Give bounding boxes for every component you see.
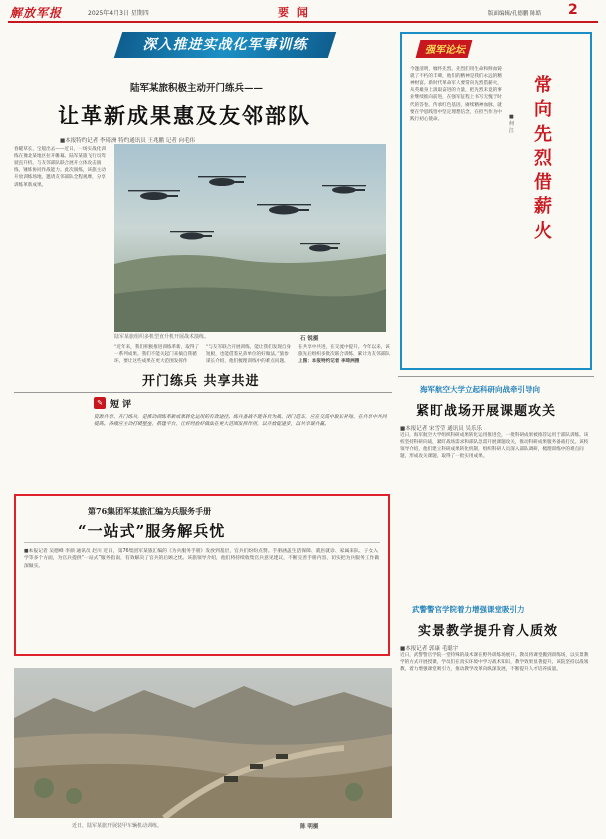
commentary-label: 短 评 bbox=[110, 400, 132, 410]
navy-story-byline: ■本报记者 宋雪莹 通讯员 吴乐乐 bbox=[400, 426, 482, 432]
right-column-rule bbox=[398, 376, 594, 377]
forum-headline[interactable]: 常向先烈借薪火 bbox=[534, 75, 552, 242]
vehicle-photo-image bbox=[14, 668, 392, 818]
main-story-kicker: 陆军某旅积极主动开门练兵—— bbox=[130, 83, 264, 94]
main-photo-caption: 陆军某旅组织多机型直升机开展战术演练。 bbox=[114, 334, 210, 340]
main-story-column-1b bbox=[14, 346, 108, 364]
commentary-rule bbox=[14, 392, 392, 393]
main-photo-credit: 石 锐摄 bbox=[300, 336, 319, 342]
main-story-column-4: 在共享中共进，在交流中提升。今年以来，该旅先后组织多批次联合训练，累计为友邻部队 bbox=[298, 345, 390, 358]
commentary-text: 资源共享、开门练兵，是推动训练革新成果转化运用的有效途径。练兵备战不能各自为战、闭门造车，应在交流中取长补短、在共享中共同提高。各级应主动打破壁垒，搭建平台，让好经验好做法在更大范围发挥作用，以开放促进步，以共享谋共赢。 bbox=[94, 415, 387, 428]
service-story-kicker: 第76集团军某旅汇编为兵服务手册 bbox=[88, 506, 212, 516]
page-number: 2 bbox=[568, 2, 578, 18]
main-story-byline: ■本报特约记者 李琦洲 特约通讯员 王兆鹏 记者 向毛伟 bbox=[60, 138, 195, 144]
police-story-kicker: 武警警官学院着力增强课堂吸引力 bbox=[412, 605, 525, 614]
police-story-headline[interactable]: 实景教学提升育人质效 bbox=[418, 624, 559, 639]
service-story-headline[interactable]: “一站式”服务解兵忧 bbox=[78, 522, 226, 540]
masthead-rule bbox=[8, 21, 598, 23]
commentary-label-icon: ✎ bbox=[94, 397, 106, 409]
newspaper-logo: 解放军报 bbox=[10, 6, 63, 20]
page-editors: 版面编辑/孔德鹏 陈皓 bbox=[488, 11, 542, 17]
forum-text: 今逢清明，缅怀先烈。先烈们用生命和鲜血铸就了不朽的丰碑，他们的精神是我们永远的精神财富。新时代革命军人要常向先烈借薪火，从英雄身上汲取奋进的力量，把先烈未竟的事业继续推向前进，在强军征程上书写无愧于时代的答卷。传承红色基因，赓续精神血脉，就要在学思践悟中坚定理想信念，在担当作为中践行初心使命。 bbox=[410, 67, 502, 122]
service-story-text: ■本报记者 吴德峰 李颜 通讯员 赵川 近日，第76集团军某旅汇编的《为兵服务手册》发放到基层，官兵们纷纷点赞。手册涵盖生活保障、就医就诊、家属来队、子女入学等多个方面，为官兵提供“一站式”服务指南，有效解决了官兵的后顾之忧。该旅领导介绍，他们将持续收集官兵意见建议，不断完善手册内容，切实把为兵服务工作做深做实。 bbox=[24, 549, 380, 569]
helicopter-photo-image bbox=[114, 144, 386, 332]
main-story-column-4-end: 上图：本报特约记者 李琦洲摄 bbox=[298, 359, 360, 364]
vehicle-photo bbox=[14, 668, 392, 818]
commentary-headline[interactable]: 开门练兵 共享共进 bbox=[142, 374, 260, 389]
forum-author: ■何 江 bbox=[509, 114, 515, 134]
main-story-column-3: “与友军联合开展训练，能让我们发现自身短板，也能借鉴兄弟单位的好做法。”旅参谋长介绍，他们梳理训练中的难点问题， bbox=[206, 345, 292, 364]
navy-story-headline[interactable]: 紧盯战场开展课题攻关 bbox=[416, 404, 557, 419]
issue-date: 2025年4月3日 星期四 bbox=[88, 10, 149, 17]
main-story-column-1: 春暖草长，宝船出去——近日，一场实战化训练在豫北某地区拉开帷幕。陆军某旅飞行员驾驶直升机，与友邻部队联合展开立体攻击演练，锤炼协同作战能力。此次演练，该旅主动开放训练场地，邀请友邻部队全程观摩，分享训练革新成果。 bbox=[14, 147, 106, 188]
forum-tag: 强军论坛 bbox=[425, 45, 465, 56]
navy-story-kicker: 海军航空大学立起科研向战牵引导向 bbox=[420, 385, 540, 394]
police-story-text: 近日，武警警官学院一堂特殊的战术课在野外训练场展开。教员将课堂搬到训练场，以实景教学的方式开展授课，学员们在真实环境中学习战术知识，教学效果显著提升。该院坚持以战领教，着力增强课堂吸引力，推动教学改革向纵深发展，不断提升人才培养质量。 bbox=[400, 653, 589, 673]
navy-story-text: 近日，海军航空大学组织科研成果转化运用推进会，一批科研成果被推荐运用于部队训练。该校坚持科研向战，紧盯战场需求和部队急需开展课题攻关，推动科研成果服务备战打仗。该校领导介绍，他们建立科研成果转化机制，组织科研人员深入部队调研，梳理训练中的难点问题，形成攻关课题，取得了一批实用成果。 bbox=[400, 433, 589, 460]
topic-banner-text: 深入推进实战化军事训练 bbox=[142, 37, 308, 53]
main-story-headline[interactable]: 让革新成果惠及友邻部队 bbox=[58, 103, 311, 128]
bottom-photo-credit: 陈 明摄 bbox=[300, 824, 319, 830]
helicopter-photo bbox=[114, 144, 386, 332]
police-story-byline: ■本报记者 郭康 毛聪宇 bbox=[400, 646, 459, 652]
main-story-column-2: “近年来，我们积极推进训练革新，取得了一系列成果。我们不能关起门来搞自我循环，要让这些成果在更大范围发挥作 bbox=[114, 345, 200, 364]
service-story-rule bbox=[24, 542, 380, 543]
bottom-photo-caption: 近日，陆军某旅开展装甲车辆机动训练。 bbox=[72, 823, 163, 829]
section-title: 要 闻 bbox=[278, 6, 310, 19]
